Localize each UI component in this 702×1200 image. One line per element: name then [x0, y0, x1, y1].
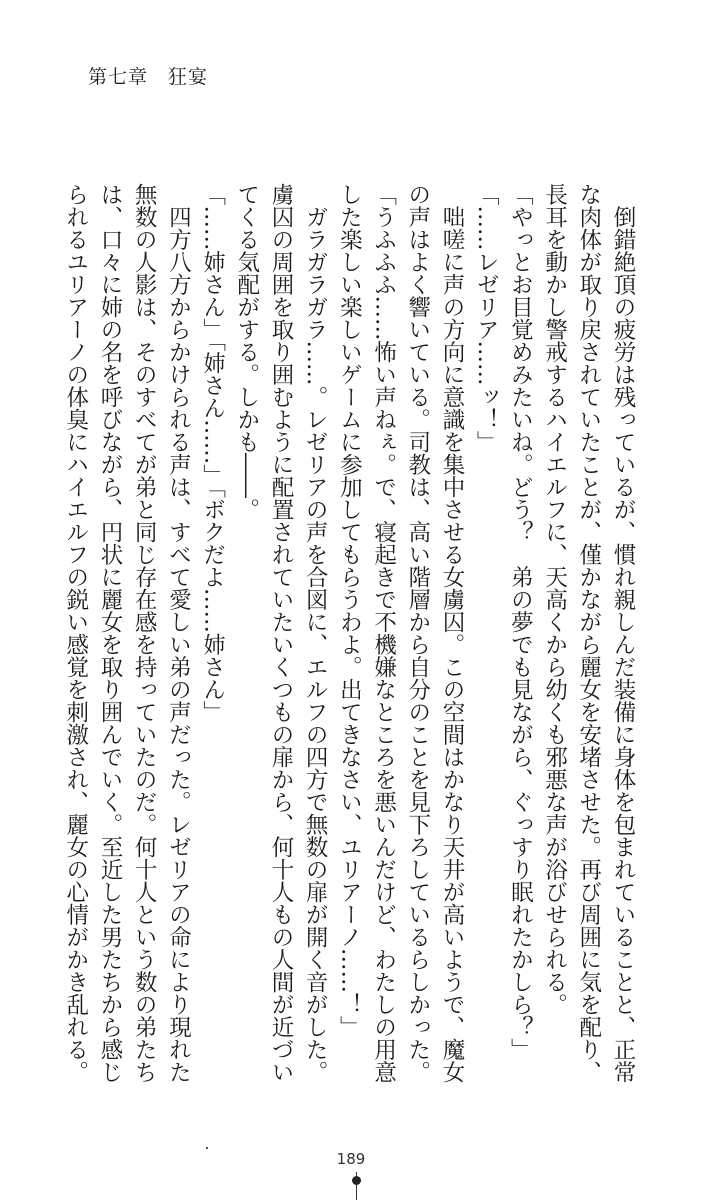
text-line: 「やっとお目覚めみたいね。どう？ 弟の夢でも見ながら、ぐっすり眠れたかしら？」 [507, 183, 534, 1061]
text-line: な肉体が取り戻されていたことが、僅かながら麗女を安堵させた。再び周囲に気を配り、 [575, 183, 602, 1083]
text-line: 咄嗟に声の方向に意識を集中させる女虜囚。この空間はかなり天井が高いようで、魔女 [438, 183, 465, 1083]
chapter-title: 狂宴 [168, 66, 209, 88]
text-line: した楽しい楽しいゲームに参加してもらうわよ。出てきなさい、ユリアーノ……！」 [336, 183, 363, 1038]
text-line: 「うふふふ……怖い声ねぇ。で、寝起きで不機嫌なところを悪いんだけど、わたしの用意 [370, 183, 397, 1083]
text-line: 四方八方からかけられる声は、すべて愛しい弟の声だった。レゼリアの命により現れた [165, 183, 192, 1083]
page-marker-dot [352, 1176, 361, 1185]
text-line: られるユリアーノの体臭にハイエルフの鋭い感覚を刺激され、麗女の心情がかき乱れる。 [62, 183, 89, 1083]
print-speck [206, 1147, 208, 1149]
text-line: 倒錯絶頂の疲労は残っているが、慣れ親しんだ装備に身体を包まれていることと、正常 [610, 183, 636, 1083]
text-line: の声はよく響いている。司教は、高い階層から自分のことを見下ろしているらしかった。 [404, 183, 431, 1083]
text-line: 無数の人影は、そのすべてが弟と同じ存在感を持っていたのだ。何十人という数の弟たち [131, 183, 158, 1083]
text-line: 「……姉さん」「姉さん……」「ボクだよ……姉さん」 [199, 183, 226, 723]
text-line: ガラガラガラ……。レゼリアの声を合図に、エルフの四方で無数の扉が開く音がした。 [302, 183, 329, 1083]
page-number: 189 [336, 1150, 366, 1168]
chapter-number: 第七章 [88, 66, 149, 88]
text-line: 「……レゼリア……ッ！」 [473, 183, 500, 453]
body-text [59, 183, 640, 1113]
text-line: 長耳を動かし警戒するハイエルフに、天高くから幼くも邪悪な声が浴びせられる。 [541, 183, 568, 1016]
text-line: てくる気配がする。しかも――。 [233, 183, 260, 521]
running-header [88, 62, 208, 89]
text-line: 虜囚の周囲を取り囲むように配置されていたいくつもの扉から、何十人もの人間が近づい [267, 183, 294, 1083]
text-line: は、口々に姉の名を呼びながら、円状に麗女を取り囲んでいく。至近した男たちから感じ [96, 183, 123, 1083]
